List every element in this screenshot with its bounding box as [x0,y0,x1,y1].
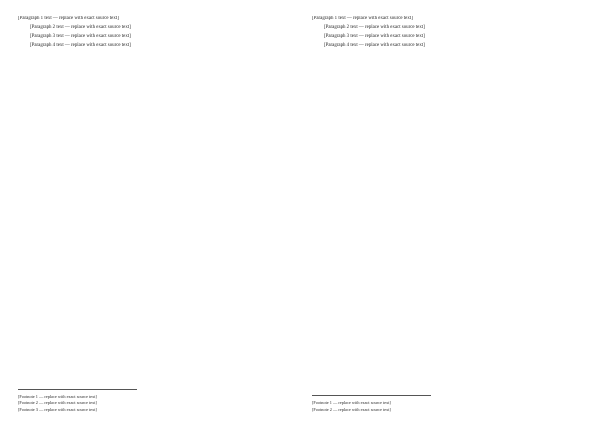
right-page-body [312,16,582,52]
left-footnote-3: [Footnote 3 — replace with exact source text] [18,407,97,413]
left-footnotes [18,389,137,414]
right-paragraph-3: [Paragraph 3 text — replace with exact source text] [324,33,425,39]
right-paragraph-4: [Paragraph 4 text — replace with exact source text] [324,42,425,48]
right-footnote-1: [Footnote 1 — replace with exact source text] [312,400,391,406]
right-page [312,16,582,414]
left-paragraph-3: [Paragraph 3 text — replace with exact source text] [30,33,131,39]
right-footnote-2: [Footnote 2 — replace with exact source text] [312,407,391,413]
right-paragraph-1: [Paragraph 1 text — replace with exact source text] [312,16,413,21]
left-page [18,16,288,414]
left-paragraph-4: [Paragraph 4 text — replace with exact source text] [30,42,131,48]
right-paragraph-2: [Paragraph 2 text — replace with exact source text] [324,24,425,30]
left-footnote-2: [Footnote 2 — replace with exact source text] [18,400,97,406]
right-footnotes [312,395,431,414]
left-footnote-1: [Footnote 1 — replace with exact source text] [18,393,97,399]
left-page-body [18,16,288,52]
left-paragraph-2: [Paragraph 2 text — replace with exact source text] [30,24,131,30]
left-paragraph-1: [Paragraph 1 text — replace with exact source text] [18,16,119,21]
